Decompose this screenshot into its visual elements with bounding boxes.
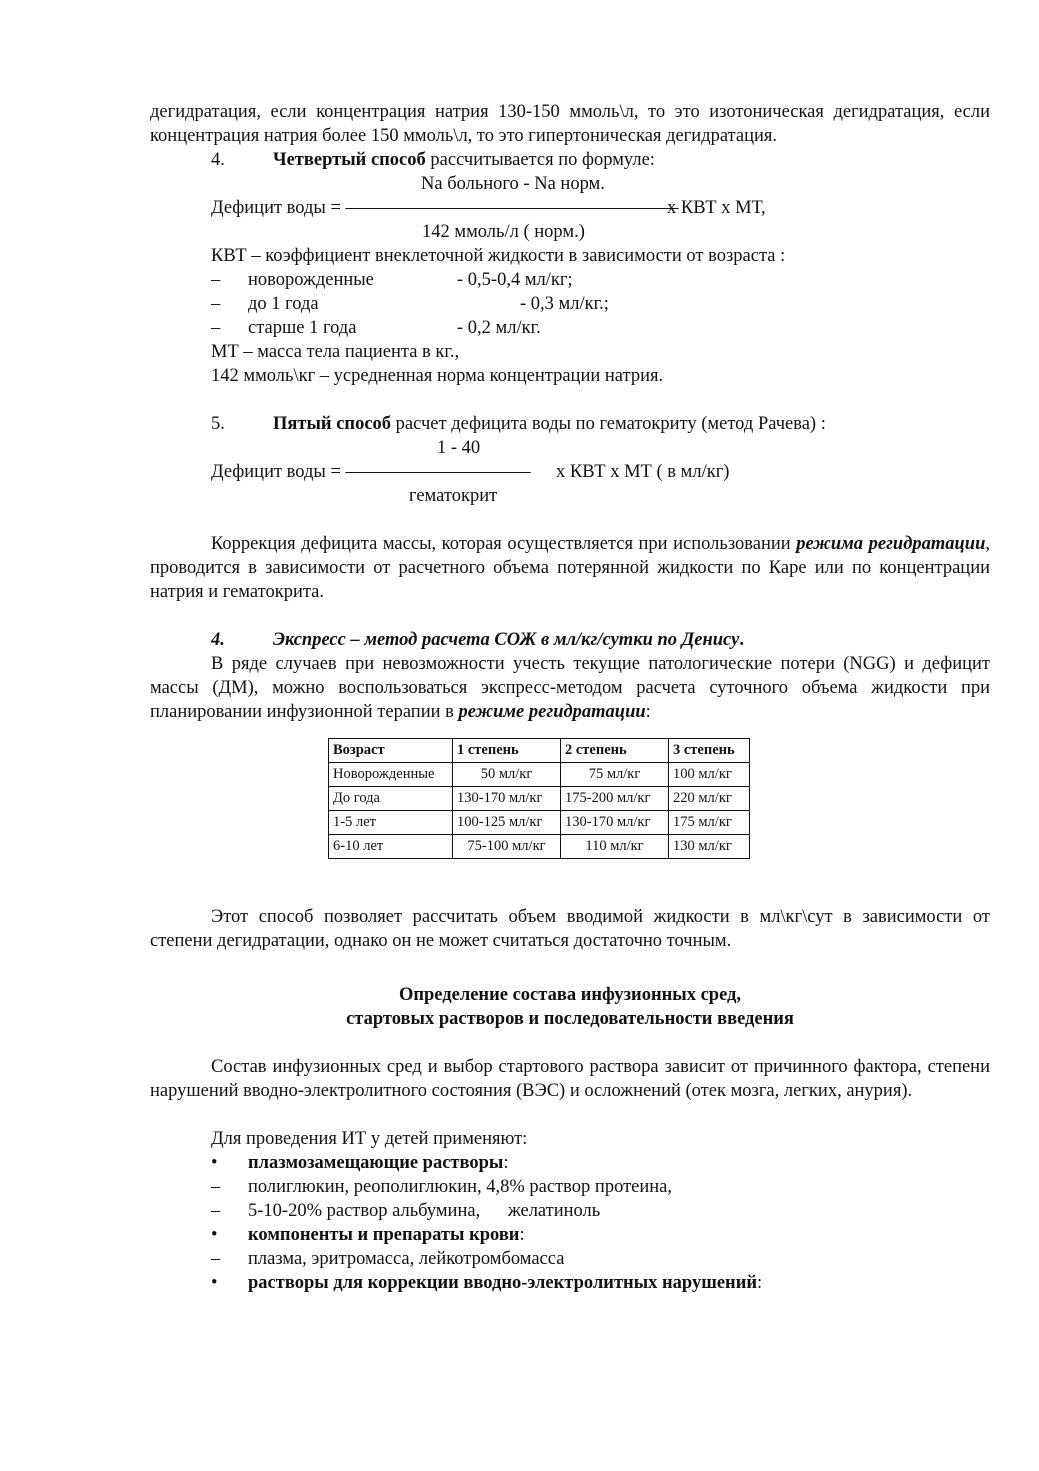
formula-lhs: Дефицит воды = ——————————	[211, 462, 531, 482]
table-row	[329, 835, 750, 859]
formula-water-deficit-na	[150, 172, 990, 244]
formula-water-deficit-hematocrit	[150, 436, 990, 508]
bullet-marker: •	[211, 1225, 218, 1245]
dash-marker: –	[211, 270, 221, 290]
method-number: 5.	[211, 414, 225, 434]
table-cell: До года	[329, 787, 453, 811]
list-item	[150, 1175, 990, 1199]
table-cell: 6-10 лет	[329, 835, 453, 859]
table-cell: 175-200 мл/кг	[561, 787, 669, 811]
method-description: рассчитывается по формуле:	[430, 150, 655, 170]
table-header-cell: 2 степень	[561, 739, 669, 763]
table-cell: 130-170 мл/кг	[453, 787, 561, 811]
paragraph-composition: Состав инфузионных сред и выбор стартового раствора зависит от причинного фактора, степени нарушений вводно-электролитного состояния (ВЭС) и осложнений (отек мозга, легких, анурия).	[150, 1057, 990, 1101]
table-cell: 110 мл/кг	[561, 835, 669, 859]
heading-period: .	[739, 630, 744, 650]
table-cell: 100 мл/кг	[669, 763, 750, 787]
list-item	[150, 1223, 990, 1247]
list-item-text: полиглюкин, реополиглюкин, 4,8% раствор протеина,	[248, 1177, 673, 1197]
list-item-label: старше 1 года	[248, 318, 357, 338]
fluid-volume-table	[328, 738, 750, 859]
list-item-value: - 0,3 мл/кг.;	[520, 294, 609, 314]
list-item-value: - 0,2 мл/кг.	[457, 318, 541, 338]
formula-rhs: х КВТ х МТ,	[667, 198, 766, 218]
table-cell: 50 мл/кг	[453, 763, 561, 787]
method-4-heading	[150, 148, 990, 172]
dash-marker: –	[211, 1201, 221, 1221]
table-cell: 100-125 мл/кг	[453, 811, 561, 835]
list-item-bold: плазмозамещающие растворы	[248, 1153, 504, 1173]
list-item-text	[248, 1151, 509, 1175]
list-item-bold: компоненты и препараты крови	[248, 1225, 520, 1245]
table-cell: 75 мл/кг	[561, 763, 669, 787]
list-item-rest: :	[503, 1153, 509, 1173]
kvt-definition: КВТ – коэффициент внеклеточной жидкости в зависимости от возраста :	[211, 246, 786, 266]
table-cell: 75-100 мл/кг	[453, 835, 561, 859]
list-item	[150, 292, 990, 316]
dash-marker: –	[211, 1177, 221, 1197]
document-page	[150, 100, 990, 1295]
list-item	[150, 1199, 990, 1223]
table-cell: 175 мл/кг	[669, 811, 750, 835]
table-header-cell: 1 степень	[453, 739, 561, 763]
dash-marker: –	[211, 1249, 221, 1269]
table-cell: 220 мл/кг	[669, 787, 750, 811]
section-heading: стартовых растворов и последовательности введения	[346, 1009, 794, 1029]
list-item-text: 5-10-20% раствор альбумина, желатиноль	[248, 1201, 601, 1221]
express-method-heading	[150, 628, 990, 652]
text-run: , проводится в зависимости от расчетного объема потерянной жидкости по Каре или по концентрации натрия и гематокрита.	[150, 534, 991, 602]
formula-rhs: х КВТ х МТ ( в мл/кг)	[556, 462, 730, 482]
list-item-rest: :	[757, 1273, 763, 1293]
mt-definition: МТ – масса тела пациента в кг.,	[211, 342, 460, 362]
formula-numerator: Na больного - Na норм.	[421, 174, 605, 194]
method-title: Пятый способ	[273, 414, 392, 434]
table-cell: 130-170 мл/кг	[561, 811, 669, 835]
table-header-cell: 3 степень	[669, 739, 750, 763]
list-item-text: плазма, эритромасса, лейкотромбомасса	[248, 1249, 565, 1269]
list-item	[150, 1151, 990, 1175]
paragraph-correction	[150, 532, 990, 604]
table-cell: Новорожденные	[329, 763, 453, 787]
emphasis-term: режима регидратации	[796, 534, 986, 554]
table-header-cell: Возраст	[329, 739, 453, 763]
section-heading: Определение состава инфузионных сред,	[398, 985, 742, 1005]
formula-numerator: 1 - 40	[437, 438, 481, 458]
paragraph-dehydration: дегидратация, если концентрация натрия 130-150 ммоль\л, то это изотоническая дегидратация, если концентрация натрия более 150 ммоль\л, то это гипертоническая дегидратация.	[150, 102, 990, 146]
formula-lhs: Дефицит воды = ——————————————————	[211, 198, 679, 218]
table-row	[329, 763, 750, 787]
table-row	[329, 811, 750, 835]
na-norm-definition: 142 ммоль\кг – усредненная норма концентрации натрия.	[211, 366, 664, 386]
dash-marker: –	[211, 318, 221, 338]
paragraph-express	[150, 652, 990, 724]
dash-marker: –	[211, 294, 221, 314]
list-item	[150, 316, 990, 340]
text-run: :	[645, 702, 651, 722]
list-item-bold: растворы для коррекции вводно-электролитных нарушений	[248, 1273, 758, 1293]
list-item-text	[248, 1271, 762, 1295]
list-item-rest: :	[519, 1225, 525, 1245]
list-item	[150, 268, 990, 292]
table-cell: 1-5 лет	[329, 811, 453, 835]
emphasis-term: режиме регидратации	[458, 702, 646, 722]
formula-denominator: 142 ммоль/л ( норм.)	[422, 222, 585, 242]
table-header-row	[329, 739, 750, 763]
formula-denominator: гематокрит	[409, 486, 498, 506]
bullet-marker: •	[211, 1273, 218, 1293]
method-description: расчет дефицита воды по гематокриту (метод Рачева) :	[395, 414, 826, 434]
method-number: 4.	[211, 630, 225, 650]
list-item-value: - 0,5-0,4 мл/кг;	[457, 270, 573, 290]
method-number: 4.	[211, 150, 225, 170]
list-item	[150, 1271, 990, 1295]
table-row	[329, 787, 750, 811]
method-5-heading	[150, 412, 990, 436]
list-item-text	[248, 1223, 525, 1247]
text-run: В ряде случаев при невозможности учесть текущие патологические потери (NGG) и дефицит массы (ДМ), можно воспользоваться экспресс-методом расчета суточного объема жидкости при планировании инфузионной терапии в	[150, 654, 990, 722]
list-item-label: до 1 года	[248, 294, 319, 314]
bullet-marker: •	[211, 1153, 218, 1173]
it-intro: Для проведения ИТ у детей применяют:	[211, 1129, 528, 1149]
table-cell: 130 мл/кг	[669, 835, 750, 859]
list-item-label: новорожденные	[248, 270, 374, 290]
paragraph-method-note: Этот способ позволяет рассчитать объем вводимой жидкости в мл\кг\сут в зависимости от степени дегидратации, однако он не может считаться достаточно точным.	[150, 907, 990, 951]
method-title: Четвертый способ	[273, 150, 426, 170]
text-run: Коррекция дефицита массы, которая осуществляется при использовании	[211, 534, 797, 554]
method-title: Экспресс – метод расчета СОЖ в мл/кг/сутки по Денису	[273, 630, 740, 650]
list-item	[150, 1247, 990, 1271]
